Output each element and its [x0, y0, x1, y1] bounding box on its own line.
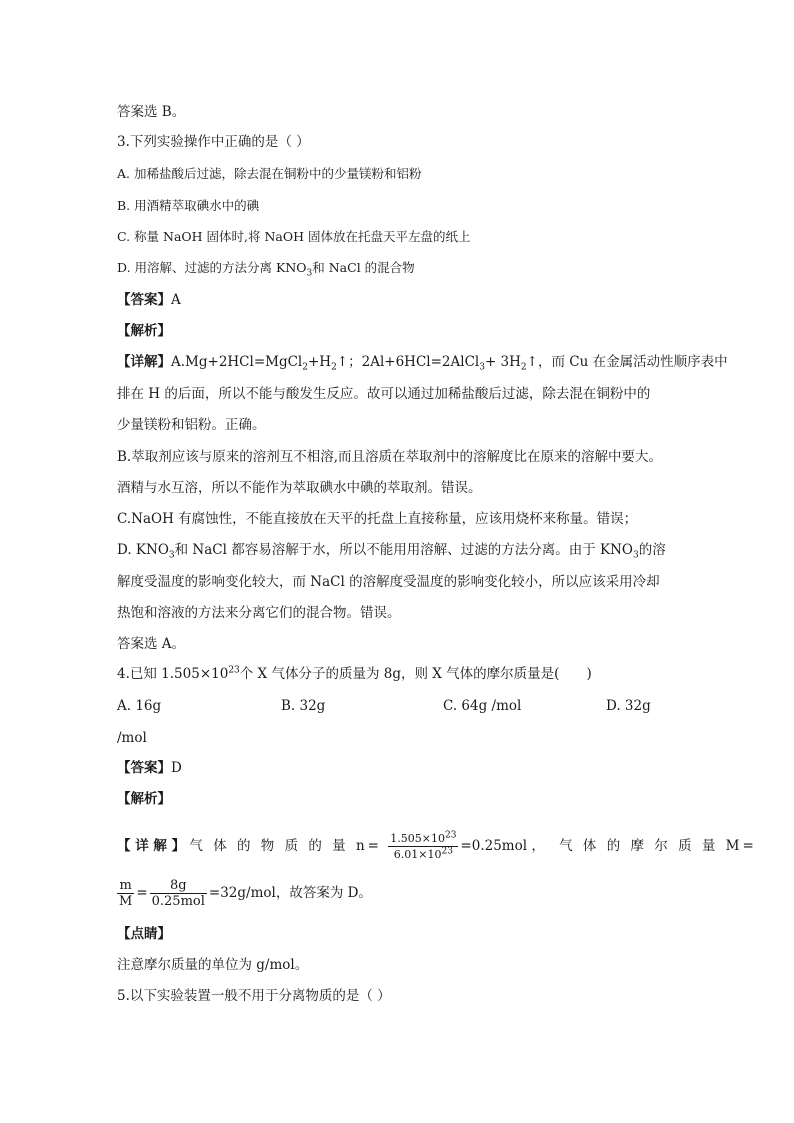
q3-detail-line-1: 【详解】$A.Mg+2HCl=MgCl_2+H_2↑$；2Al+6HCl=2AlCl$_3$+ $3H_2↑$，而 Cu 在金属活动性顺序表中	[117, 354, 728, 373]
answer-tag: 【答案】	[117, 292, 171, 308]
value-fraction: $\frac{8g}{\text{0.25mol}}$	[151, 878, 205, 909]
q3-detail-line-7: D. $KNO_3$和 NaCl 都容易溶解于水，所以不能用用溶解、过滤的方法分离。由于 $KNO_3$的溶	[117, 542, 666, 561]
q4-point-tag: 【点睛】	[117, 926, 171, 942]
question-3-stem: 3.下列实验操作中正确的是（ ）	[117, 134, 310, 150]
q3-analysis-tag: 【解析】	[117, 323, 171, 339]
q4-option-c: C. 64g /mol	[443, 698, 522, 714]
q4-point-text: 注意摩尔质量的单位为 g/mol。	[117, 957, 309, 973]
q3-detail-line-3: 少量镁粉和铝粉。正确。	[117, 417, 266, 433]
q4-detail-line-1: 【 详 解 】 气 体 的 物 质 的 量 n= $\frac{1.505\times 10^{23}}{6.01\times 10^{23}}$ =0.25mol ， 气 体 的 摩 尔 质 量 M=	[117, 830, 757, 861]
q3-answer: 【答案】A	[117, 292, 181, 308]
q4-option-a: A. 16g	[117, 698, 162, 714]
q3-option-a: A. 加稀盐酸后过滤，除去混在铜粉中的少量镁粉和铝粉	[117, 166, 422, 181]
q3-option-c: C. 称量 NaOH 固体时,将 NaOH 固体放在托盘天平左盘的纸上	[117, 229, 471, 244]
q3-final-answer: 答案选 A。	[117, 636, 186, 652]
q3-detail-line-4: B.萃取剂应该与原来的溶剂互不相溶,而且溶质在萃取剂中的溶解度比在原来的溶解中要大。	[117, 449, 663, 465]
q4-analysis-tag: 【解析】	[117, 791, 171, 807]
m-over-M-fraction: $\frac{m}{M}$	[119, 878, 133, 909]
q4-answer: 【答案】D	[117, 760, 182, 776]
q3-detail-line-6: C.NaOH 有腐蚀性，不能直接放在天平的托盘上直接称量，应该用烧杯来称量。错误；	[117, 511, 638, 527]
q3-detail-line-2: 排在 H 的后面，所以不能与酸发生反应。故可以通过加稀盐酸后过滤，除去混在铜粉中的	[117, 386, 651, 402]
q4-detail-line-2: $\frac{m}{M}$ = $\frac{8g}{\text{0.25mol}}$ =32g/mol，故答案为 D。	[119, 878, 372, 909]
q4-option-d: D. 32g	[606, 698, 651, 714]
previous-answer: 答案选 B。	[117, 104, 186, 120]
q4-option-b: B. 32g	[281, 698, 326, 714]
q4-option-d-unit: /mol	[117, 730, 147, 746]
question-5-stem: 5.以下实验装置一般不用于分离物质的是（ ）	[117, 988, 391, 1004]
question-4-stem: 4.已知 $1.505\times 10^{23}$个 X 气体分子的质量为 8g，则 X 气体的摩尔质量是( )	[117, 665, 592, 682]
q3-detail-line-8: 解度受温度的影响变化较大，而 NaCl 的溶解度受温度的影响变化较小，所以应该采用冷却	[117, 574, 660, 590]
q3-option-b: B. 用酒精萃取碘水中的碘	[117, 198, 260, 213]
moles-fraction: $\frac{1.505\times 10^{23}}{6.01\times 10^{23}}$	[390, 830, 457, 861]
q3-option-d: D. 用溶解、过滤的方法分离 $KNO_3$和 NaCl 的混合物	[117, 260, 415, 279]
q3-detail-line-9: 热饱和溶液的方法来分离它们的混合物。错误。	[117, 605, 401, 621]
q3-detail-line-5: 酒精与水互溶，所以不能作为萃取碘水中碘的萃取剂。错误。	[117, 480, 482, 496]
